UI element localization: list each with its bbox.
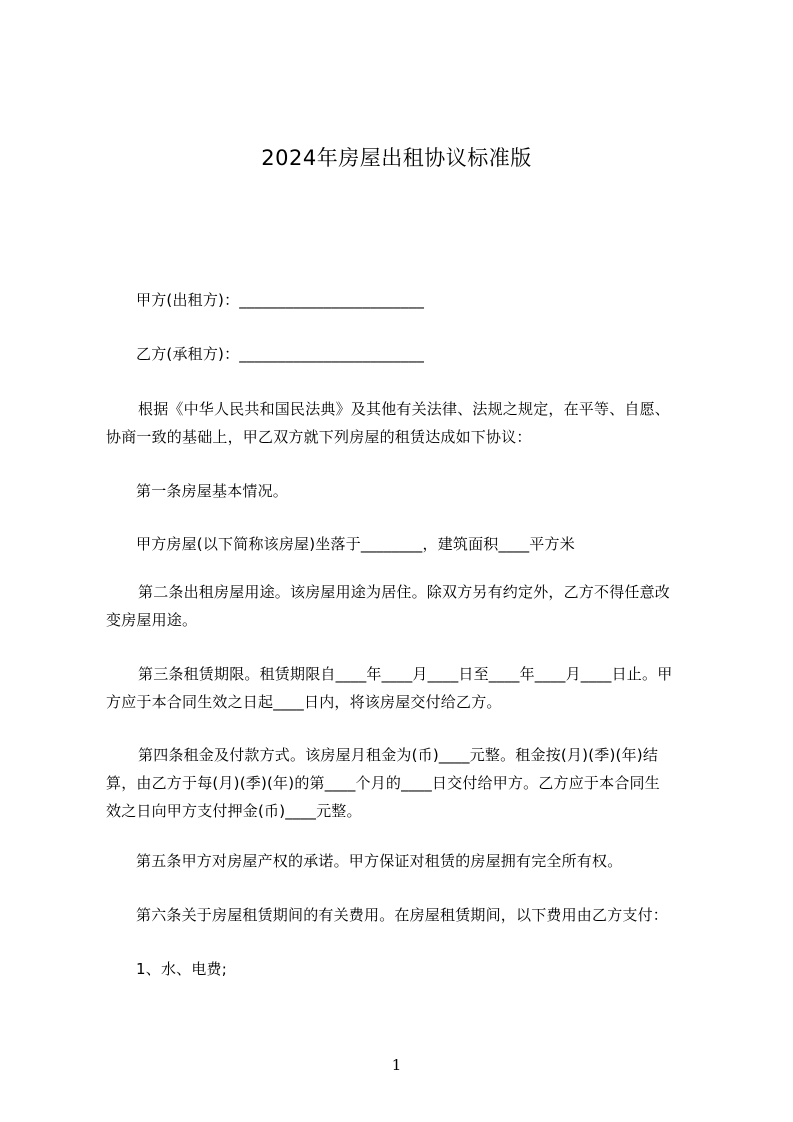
article-1-heading: 第一条房屋基本情况。 bbox=[136, 482, 289, 500]
preamble-paragraph bbox=[106, 395, 716, 451]
article-4-paragraph bbox=[106, 741, 716, 825]
article-2-line-1: 第二条出租房屋用途。该房屋用途为居住。除双方另有约定外，乙方不得任意改 bbox=[138, 583, 671, 601]
article-1-detail: 甲方房屋(以下简称该房屋)坐落于________，建筑面积____平方米 bbox=[136, 535, 575, 553]
preamble-line-2: 协商一致的基础上，甲乙双方就下列房屋的租赁达成如下协议： bbox=[106, 428, 532, 446]
article-6-paragraph: 第六条关于房屋租赁期间的有关费用。在房屋租赁期间，以下费用由乙方支付： bbox=[136, 906, 669, 924]
article-3-paragraph bbox=[106, 660, 716, 716]
article-3-line-2: 方应于本合同生效之日起____日内，将该房屋交付给乙方。 bbox=[106, 693, 502, 711]
preamble-line-1: 根据《中华人民共和国民法典》及其他有关法律、法规之规定，在平等、自愿、 bbox=[138, 400, 671, 418]
article-4-line-3: 效之日向甲方支付押金(币)____元整。 bbox=[106, 802, 362, 820]
party-b-line: 乙方(承租方)：________________________ bbox=[136, 345, 425, 363]
page-number: 1 bbox=[391, 1056, 402, 1074]
article-4-line-1: 第四条租金及付款方式。该房屋月租金为(币)____元整。租金按(月)(季)(年)结 bbox=[138, 746, 659, 764]
document-title: 2024年房屋出租协议标准版 bbox=[261, 146, 532, 170]
party-a-line: 甲方(出租方)：________________________ bbox=[136, 291, 425, 309]
article-2-paragraph bbox=[106, 578, 716, 634]
article-2-line-2: 变房屋用途。 bbox=[106, 611, 198, 629]
article-3-line-1: 第三条租赁期限。租赁期限自____年____月____日至____年____月____日止。甲 bbox=[138, 665, 673, 683]
item-1-line: 1、水、电费; bbox=[136, 960, 227, 978]
article-5-paragraph: 第五条甲方对房屋产权的承诺。甲方保证对租赁的房屋拥有完全所有权。 bbox=[136, 852, 623, 870]
article-4-line-2: 算，由乙方于每(月)(季)(年)的第____个月的____日交付给甲方。乙方应于本合同生 bbox=[106, 774, 660, 792]
